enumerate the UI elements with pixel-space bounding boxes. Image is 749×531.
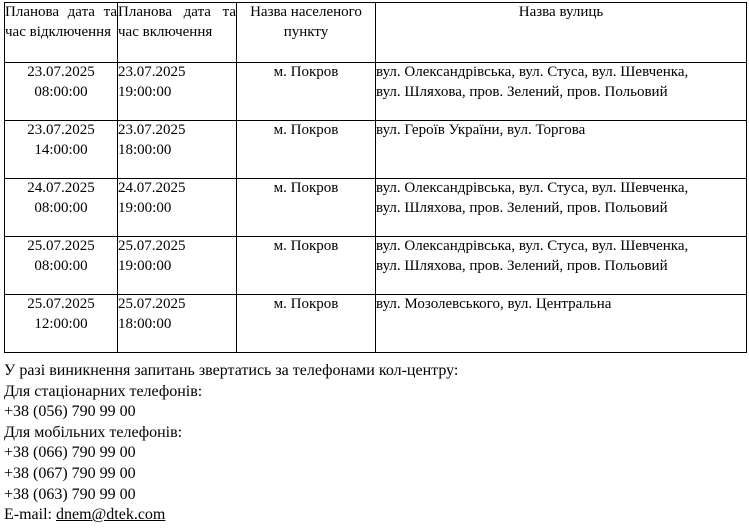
outage-date: 23.07.2025	[27, 64, 95, 80]
restore-date: 24.07.2025	[118, 180, 186, 196]
restore-time: 18:00:00	[118, 141, 172, 158]
streets-line: вул. Олександрівська, вул. Стуса, вул. Шевченка,	[376, 180, 689, 196]
outage-datetime-cell	[5, 295, 118, 353]
streets-line: вул. Олександрівська, вул. Стуса, вул. Шевченка,	[376, 238, 689, 254]
settlement-cell: м. Покров	[237, 63, 376, 121]
streets-cell	[376, 237, 747, 295]
mobile-phone: +38 (066) 790 99 00	[4, 444, 136, 462]
settlement-cell: м. Покров	[237, 179, 376, 237]
restore-time: 19:00:00	[118, 83, 172, 100]
outage-datetime-cell	[5, 237, 118, 295]
outage-date: 25.07.2025	[27, 238, 95, 254]
streets-line: вул. Мозолевського, вул. Центральна	[376, 296, 612, 312]
streets-cell	[376, 179, 747, 237]
contact-info	[4, 361, 458, 526]
restore-datetime-cell	[118, 179, 237, 237]
settlement-cell: м. Покров	[237, 295, 376, 353]
outage-time: 14:00:00	[34, 141, 88, 158]
settlement-cell: м. Покров	[237, 237, 376, 295]
table-row	[5, 179, 747, 237]
table-header-row	[5, 3, 747, 63]
mobile-phone: +38 (067) 790 99 00	[4, 464, 136, 482]
table-row	[5, 237, 747, 295]
restore-time: 18:00:00	[118, 315, 172, 332]
restore-time: 19:00:00	[118, 199, 172, 216]
header-settlement: Назва населеного пункту	[237, 3, 376, 63]
outage-date: 25.07.2025	[27, 296, 95, 312]
outage-time: 08:00:00	[34, 83, 88, 100]
outage-time: 08:00:00	[34, 199, 88, 216]
restore-date: 25.07.2025	[118, 238, 186, 254]
table-row	[5, 63, 747, 121]
table-row	[5, 295, 747, 353]
outage-time: 12:00:00	[34, 315, 88, 332]
mobile-label: Для мобільних телефонів:	[4, 423, 183, 441]
contact-intro: У разі виникнення запитань звертатись за телефонами кол-центру:	[4, 362, 459, 379]
settlement-cell: м. Покров	[237, 121, 376, 179]
outage-date: 23.07.2025	[27, 122, 95, 138]
outage-datetime-cell	[5, 121, 118, 179]
streets-line: вул. Героїв України, вул. Торгова	[376, 122, 586, 138]
streets-line: вул. Олександрівська, вул. Стуса, вул. Шевченка,	[376, 64, 689, 80]
restore-time: 19:00:00	[118, 257, 172, 274]
email-line	[4, 505, 458, 526]
header-restore-datetime: Планова дата та час включення	[118, 3, 237, 63]
header-outage-datetime: Планова дата та час відключення	[5, 3, 118, 63]
restore-date: 25.07.2025	[118, 296, 186, 312]
email-label: E-mail:	[4, 506, 56, 524]
restore-date: 23.07.2025	[118, 64, 186, 80]
outage-date: 24.07.2025	[27, 180, 95, 196]
restore-date: 23.07.2025	[118, 122, 186, 138]
restore-datetime-cell	[118, 295, 237, 353]
mobile-phone: +38 (063) 790 99 00	[4, 485, 136, 503]
header-streets: Назва вулиць	[376, 3, 747, 63]
streets-line: вул. Шляхова, пров. Зелений, пров. Польовий	[376, 257, 668, 274]
outage-schedule-table	[4, 2, 747, 353]
table-row	[5, 121, 747, 179]
restore-datetime-cell	[118, 121, 237, 179]
streets-cell	[376, 63, 747, 121]
restore-datetime-cell	[118, 237, 237, 295]
restore-datetime-cell	[118, 63, 237, 121]
landline-phone: +38 (056) 790 99 00	[4, 403, 136, 421]
streets-line: вул. Шляхова, пров. Зелений, пров. Польовий	[376, 199, 668, 216]
outage-datetime-cell	[5, 179, 118, 237]
streets-cell	[376, 295, 747, 353]
outage-time: 08:00:00	[34, 257, 88, 274]
streets-line: вул. Шляхова, пров. Зелений, пров. Польовий	[376, 83, 668, 100]
email-link[interactable]: dnem@dtek.com	[55, 506, 166, 524]
landline-label: Для стаціонарних телефонів:	[4, 382, 203, 400]
streets-cell	[376, 121, 747, 179]
outage-datetime-cell	[5, 63, 118, 121]
